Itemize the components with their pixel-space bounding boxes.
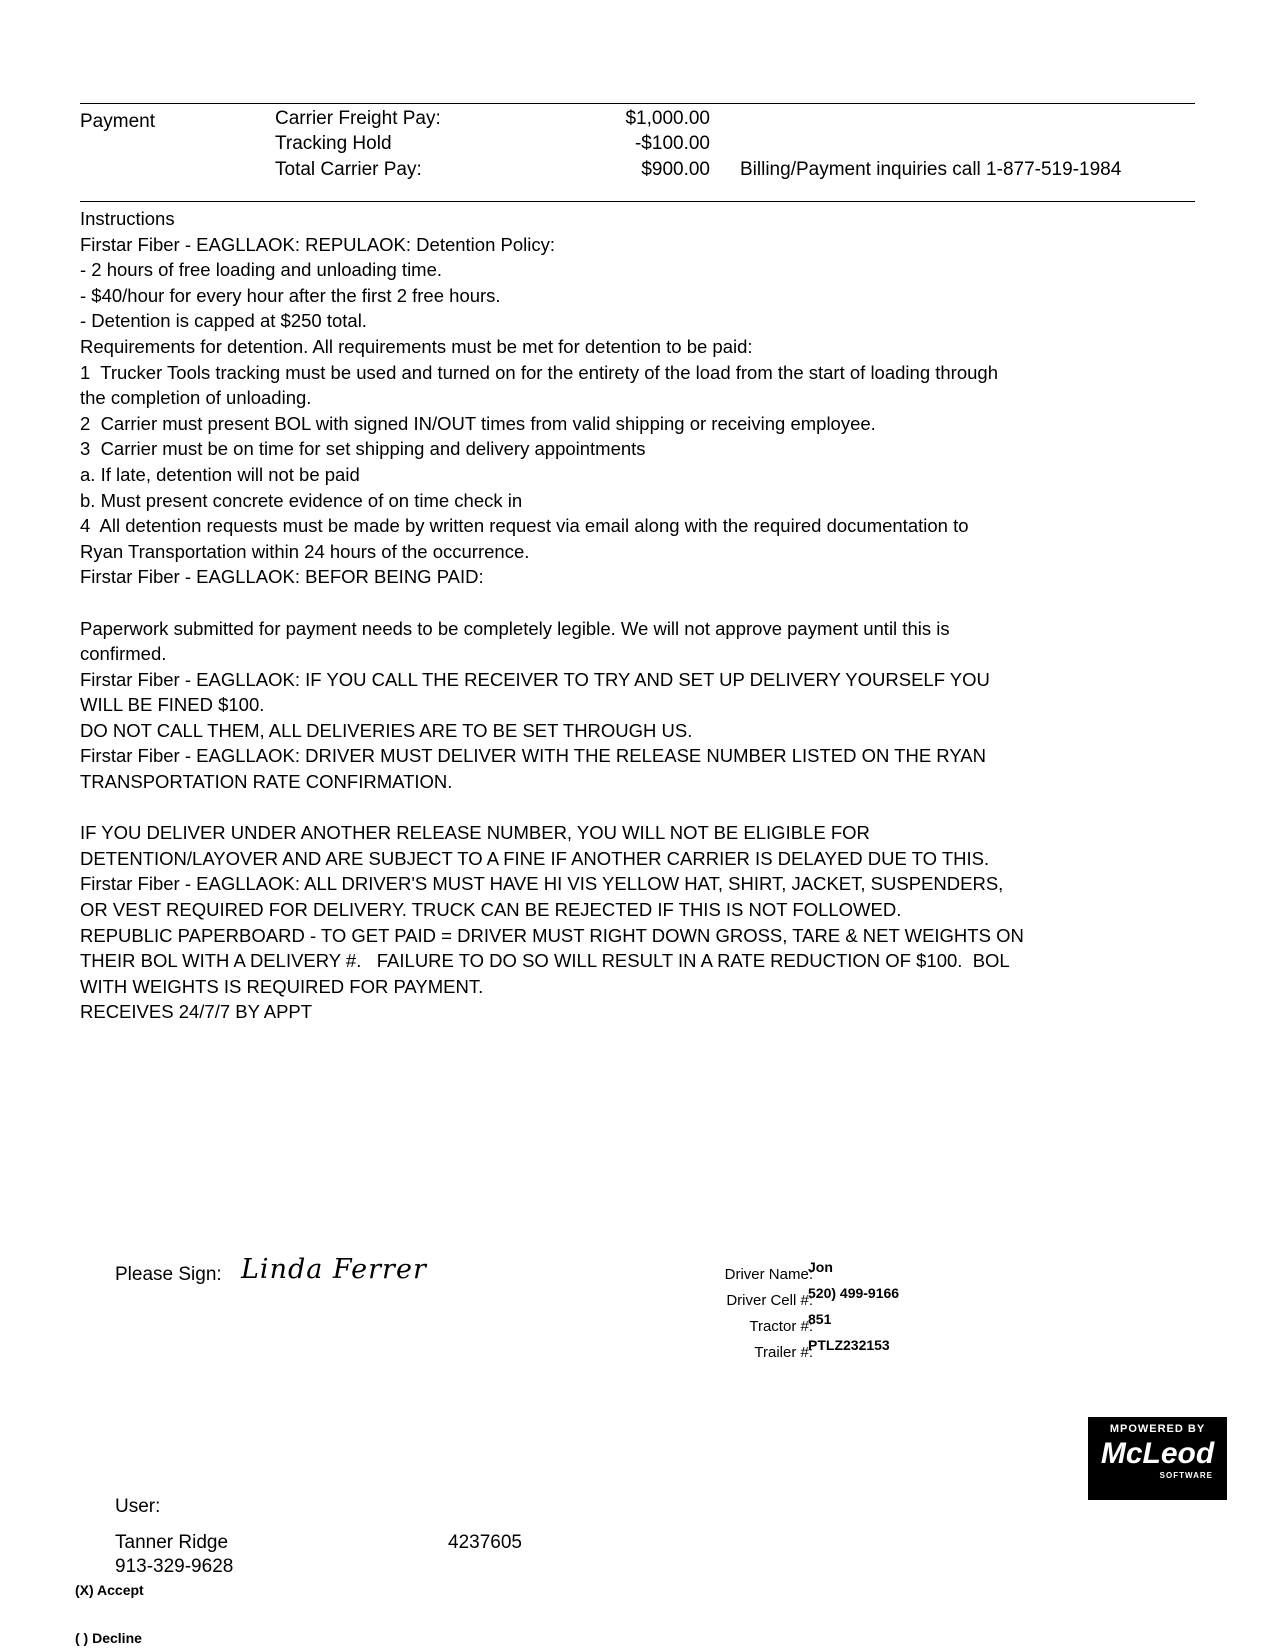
instruction-line: IF YOU DELIVER UNDER ANOTHER RELEASE NUMBER, YOU WILL NOT BE ELIGIBLE FOR bbox=[80, 822, 870, 844]
instruction-line: WITH WEIGHTS IS REQUIRED FOR PAYMENT. bbox=[80, 975, 484, 997]
instructions-lines bbox=[80, 232, 1190, 1025]
instruction-line: 1 Trucker Tools tracking must be used and turned on for the entirety of the load from the start of loading through bbox=[80, 361, 998, 383]
billing-inquiry-note: Billing/Payment inquiries call 1-877-519-1984 bbox=[740, 159, 1122, 180]
bottom-divider bbox=[80, 201, 1195, 202]
logo-top-text: MPOWERED BY bbox=[1109, 1423, 1206, 1435]
logo-sub-text: SOFTWARE bbox=[1159, 1471, 1213, 1480]
user-name: Tanner Ridge bbox=[115, 1532, 229, 1553]
instruction-line: Ryan Transportation within 24 hours of the occurrence. bbox=[80, 540, 530, 562]
instruction-line: WILL BE FINED $100. bbox=[80, 694, 265, 716]
instruction-line: Requirements for detention. All requirements must be met for detention to be paid: bbox=[80, 335, 753, 357]
signature-name: Linda Ferrer bbox=[241, 1254, 427, 1285]
mcleod-logo bbox=[1088, 1417, 1227, 1500]
instruction-line bbox=[80, 795, 1190, 821]
payment-row-label: Tracking Hold bbox=[275, 133, 392, 154]
instruction-line: - Detention is capped at $250 total. bbox=[80, 310, 367, 332]
instruction-line: Firstar Fiber - EAGLLAOK: ALL DRIVER'S MUST HAVE HI VIS YELLOW HAT, SHIRT, JACKET, SUSPENDERS, bbox=[80, 873, 1004, 895]
instruction-line: RECEIVES 24/7/7 BY APPT bbox=[80, 1001, 313, 1023]
payment-row-label: Carrier Freight Pay: bbox=[275, 108, 441, 129]
decline-option[interactable]: ( ) Decline bbox=[75, 1630, 142, 1646]
instruction-line bbox=[80, 590, 1190, 616]
user-id: 4237605 bbox=[448, 1532, 522, 1553]
instruction-line: 2 Carrier must present BOL with signed IN/OUT times from valid shipping or receiving employee. bbox=[80, 412, 876, 434]
instruction-line: 4 All detention requests must be made by written request via email along with the required documentation to bbox=[80, 515, 969, 537]
logo-brand-text: McLeod bbox=[1100, 1437, 1215, 1470]
driver-name-label: Driver Name: bbox=[724, 1266, 813, 1283]
top-divider bbox=[80, 103, 1195, 104]
instruction-line: b. Must present concrete evidence of on time check in bbox=[80, 489, 523, 511]
instruction-line: TRANSPORTATION RATE CONFIRMATION. bbox=[80, 771, 453, 793]
payment-row-amount: $900.00 bbox=[641, 159, 710, 180]
tractor-value: 851 bbox=[808, 1311, 832, 1327]
payment-row-label: Total Carrier Pay: bbox=[275, 159, 422, 180]
instruction-line: DETENTION/LAYOVER AND ARE SUBJECT TO A FINE IF ANOTHER CARRIER IS DELAYED DUE TO THIS. bbox=[80, 847, 990, 869]
payment-section-label: Payment bbox=[80, 111, 155, 132]
payment-row-amount: -$100.00 bbox=[634, 133, 710, 154]
instruction-line: confirmed. bbox=[80, 643, 167, 665]
trailer-label: Trailer #: bbox=[754, 1344, 813, 1361]
instruction-line: REPUBLIC PAPERBOARD - TO GET PAID = DRIVER MUST RIGHT DOWN GROSS, TARE & NET WEIGHTS ON bbox=[80, 924, 1024, 946]
instruction-line: a. If late, detention will not be paid bbox=[80, 463, 360, 485]
user-label: User: bbox=[115, 1496, 161, 1517]
instruction-line: Firstar Fiber - EAGLLAOK: IF YOU CALL THE RECEIVER TO TRY AND SET UP DELIVERY YOURSELF YOU bbox=[80, 668, 990, 690]
payment-row-amount: $1,000.00 bbox=[625, 108, 710, 129]
accept-option[interactable]: (X) Accept bbox=[75, 1582, 144, 1598]
driver-cell-label: Driver Cell #: bbox=[726, 1292, 813, 1309]
instruction-line: OR VEST REQUIRED FOR DELIVERY. TRUCK CAN BE REJECTED IF THIS IS NOT FOLLOWED. bbox=[80, 899, 902, 921]
driver-name-value: Jon bbox=[808, 1259, 833, 1275]
user-phone: 913-329-9628 bbox=[115, 1556, 234, 1577]
trailer-value: PTLZ232153 bbox=[808, 1337, 890, 1353]
instruction-line: Firstar Fiber - EAGLLAOK: BEFOR BEING PAID: bbox=[80, 566, 484, 588]
instruction-line: Paperwork submitted for payment needs to be completely legible. We will not approve payment until this is bbox=[80, 617, 950, 639]
please-sign-label: Please Sign: bbox=[115, 1264, 222, 1285]
instruction-line: - 2 hours of free loading and unloading time. bbox=[80, 259, 443, 281]
instructions-block bbox=[80, 206, 1190, 1025]
instruction-line: - $40/hour for every hour after the first 2 free hours. bbox=[80, 284, 501, 306]
instruction-line: the completion of unloading. bbox=[80, 387, 312, 409]
driver-cell-value: 520) 499-9166 bbox=[808, 1285, 900, 1301]
instruction-line: THEIR BOL WITH A DELIVERY #. FAILURE TO DO SO WILL RESULT IN A RATE REDUCTION OF $100. BOL bbox=[80, 950, 1010, 972]
instruction-line: Firstar Fiber - EAGLLAOK: DRIVER MUST DELIVER WITH THE RELEASE NUMBER LISTED ON THE RYAN bbox=[80, 745, 986, 767]
instruction-line: Firstar Fiber - EAGLLAOK: REPULAOK: Detention Policy: bbox=[80, 233, 555, 255]
instruction-line: DO NOT CALL THEM, ALL DELIVERIES ARE TO BE SET THROUGH US. bbox=[80, 719, 693, 741]
tractor-label: Tractor #: bbox=[749, 1318, 813, 1335]
instructions-heading: Instructions bbox=[80, 208, 175, 229]
instruction-line: 3 Carrier must be on time for set shipping and delivery appointments bbox=[80, 438, 646, 460]
